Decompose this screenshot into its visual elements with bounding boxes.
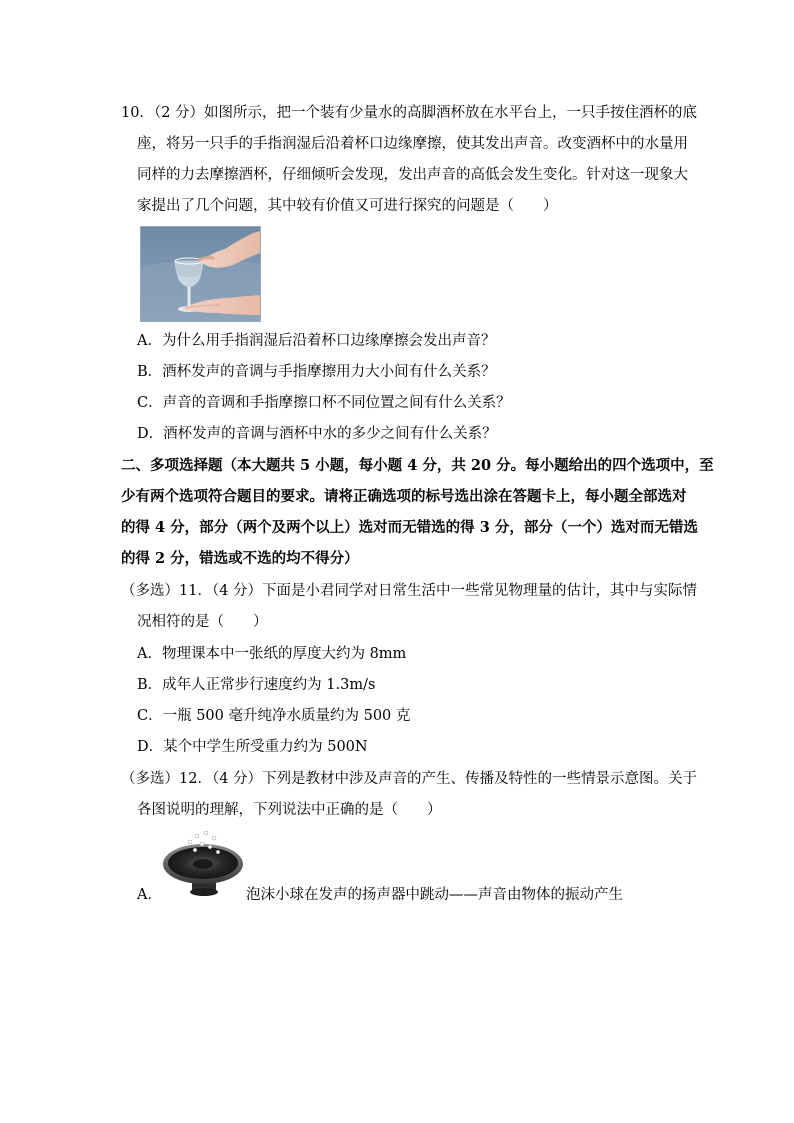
q11-line-1: （多选）11．（4 分）下面是小君同学对日常生活中一些常见物理量的估计，其中与实际情 [121, 583, 698, 599]
q11-option-d: D．某个中学生所受重力约为 500N [137, 739, 368, 755]
q11-option-c: C．一瓶 500 毫升纯净水质量约为 500 克 [137, 708, 411, 724]
q10-line-4: 家提出了几个问题，其中较有价值又可进行探究的问题是（ ） [137, 198, 558, 214]
section2-line-1: 二、多项选择题（本大题共 5 小题，每小题 4 分，共 20 分。每小题给出的四个选项中，至 [121, 457, 714, 474]
q11-option-b: B．成年人正常步行速度约为 1.3m/s [137, 677, 376, 693]
section2-line-3: 的得 4 分，部分（两个及两个以上）选对而无错选的得 3 分，部分（一个）选对而无错选 [121, 519, 698, 536]
q10-option-d: D．酒杯发声的音调与酒杯中水的多少之间有什么关系？ [137, 426, 497, 442]
q10-line-3: 同样的力去摩擦酒杯，仔细倾听会发现，发出声音的高低会发生变化。针对这一现象大 [137, 167, 688, 183]
q12-line-1: （多选）12．（4 分）下列是教材中涉及声音的产生、传播及特性的一些情景示意图。关于 [121, 771, 698, 787]
section2-line-4: 的得 2 分，错选或不选的均不得分） [121, 550, 359, 567]
q10-line-1: 10．（2 分）如图所示，把一个装有少量水的高脚酒杯放在水平台上，一只手按住酒杯的底 [121, 105, 698, 121]
q12-option-a-text: 泡沫小球在发声的扬声器中跳动——声音由物体的振动产生 [246, 887, 623, 903]
q11-line-2: 况相符的是（ ） [137, 614, 268, 630]
q11-option-a: A．物理课本中一张纸的厚度大约为 8mm [137, 646, 407, 662]
q10-option-c: C．声音的音调和手指摩擦口杯不同位置之间有什么关系？ [137, 395, 511, 411]
q10-line-2: 座，将另一只手的手指润湿后沿着杯口边缘摩擦，使其发出声音。改变酒杯中的水量用 [137, 136, 688, 152]
q10-option-b: B．酒杯发声的音调与手指摩擦用力大小间有什么关系？ [137, 364, 496, 380]
q10-option-a: A．为什么用手指润湿后沿着杯口边缘摩擦会发出声音？ [137, 333, 496, 349]
speaker-with-foam-balls-image [162, 828, 244, 898]
q12-line-2: 各图说明的理解，下列说法中正确的是（ ） [137, 802, 442, 818]
q12-option-a-label: A． [137, 887, 162, 903]
section2-line-2: 少有两个选项符合题目的要求。请将正确选项的标号选出涂在答题卡上，每小题全部选对 [121, 488, 687, 505]
wine-glass-photo [140, 226, 261, 322]
